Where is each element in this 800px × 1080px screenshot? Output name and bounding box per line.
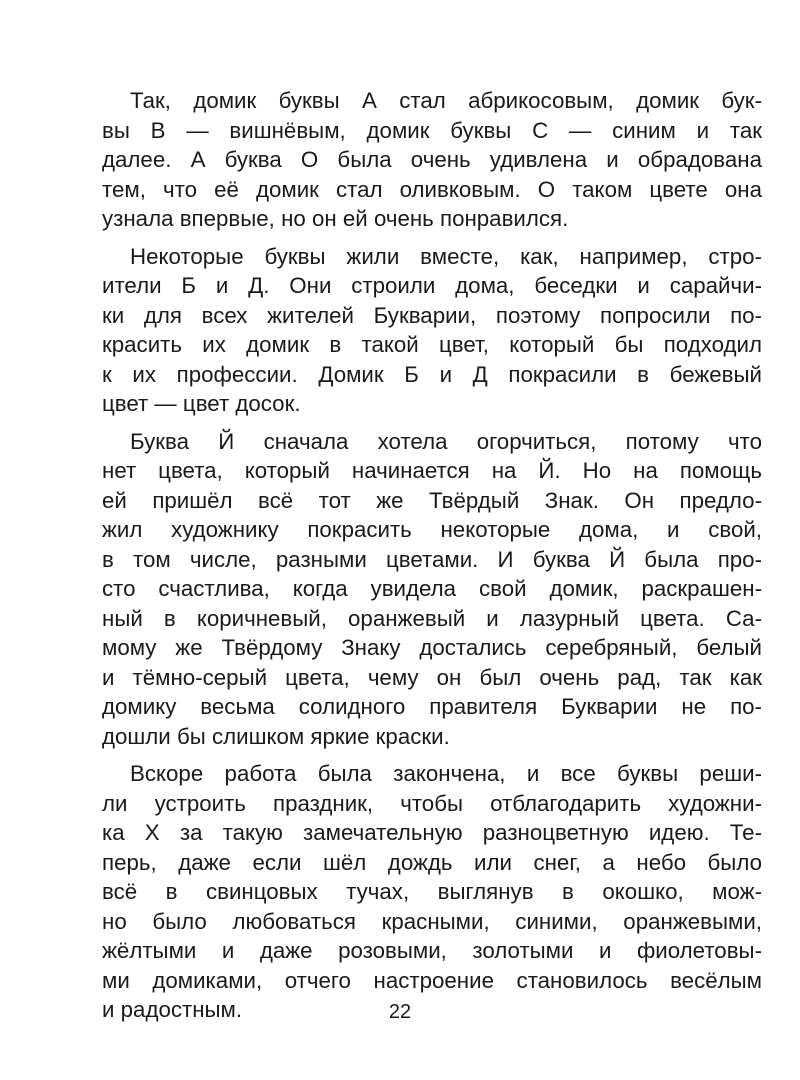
text-line: ки для всех жителей Букварии, поэтому попросили по-	[102, 302, 762, 328]
text-line: ка Х за такую замечательную разноцветную идею. Те-	[102, 820, 762, 845]
text-line: в том числе, разными цветами. И буква Й была про-	[102, 546, 762, 572]
paragraph-3	[102, 427, 762, 752]
text-line: узнала впервые, но он ей очень понравился.	[102, 206, 569, 231]
text-line: к их профессии. Домик Б и Д покрасили в бежевый	[102, 361, 762, 387]
text-line: домику весьма солидного правителя Букварии не по-	[102, 694, 762, 719]
text-line: сто счастлива, когда увидела свой домик, раскрашен-	[102, 576, 762, 601]
paragraph-1	[102, 86, 762, 234]
paragraph-2	[102, 242, 762, 419]
text-line: Буква Й сначала хотела огорчиться, потому что	[130, 428, 762, 454]
text-line: дошли бы слишком яркие краски.	[102, 723, 450, 749]
text-line: тем, что её домик стал оливковым. О таком цвете она	[102, 176, 762, 202]
text-line: Вскоре работа была закончена, и все буквы реши-	[130, 761, 762, 786]
text-line: нет цвета, который начинается на Й. Но на помощь	[102, 458, 762, 483]
story-text	[102, 86, 762, 1033]
text-line: всё в свинцовых тучах, выглянув в окошко, мож-	[102, 879, 762, 904]
text-line: Некоторые буквы жили вместе, как, например, стро-	[130, 243, 762, 269]
text-line: цвет — цвет досок.	[102, 391, 301, 416]
paragraph-4	[102, 759, 762, 1025]
text-line: ли устроить праздник, чтобы отблагодарить художни-	[102, 790, 762, 816]
text-line: ей пришёл всё тот же Твёрдый Знак. Он предло-	[102, 487, 762, 513]
page-number: 22	[388, 1001, 412, 1023]
text-line: Так, домик буквы А стал абрикосовым, домик бук-	[130, 88, 762, 113]
text-line: жил художнику покрасить некоторые дома, и свой,	[102, 517, 762, 542]
text-line: и тёмно-серый цвета, чему он был очень рад, так как	[102, 664, 762, 690]
text-line: ители Б и Д. Они строили дома, беседки и сарайчи-	[102, 273, 762, 298]
text-line: вы В — вишнёвым, домик буквы С — синим и так	[102, 117, 762, 143]
text-line: и радостным.	[102, 997, 243, 1022]
text-line: далее. А буква О была очень удивлена и обрадована	[102, 147, 762, 172]
text-line: но было любоваться красными, синими, оранжевыми,	[102, 908, 762, 934]
text-line: ный в коричневый, оранжевый и лазурный цвета. Са-	[102, 605, 762, 631]
text-line: ми домиками, отчего настроение становилось весёлым	[102, 967, 762, 993]
text-line: красить их домик в такой цвет, который бы подходил	[102, 332, 762, 357]
text-line: перь, даже если шёл дождь или снег, а небо было	[102, 849, 762, 875]
text-line: мому же Твёрдому Знаку достались серебряный, белый	[102, 635, 762, 660]
text-line: жёлтыми и даже розовыми, золотыми и фиолетовы-	[102, 938, 762, 963]
